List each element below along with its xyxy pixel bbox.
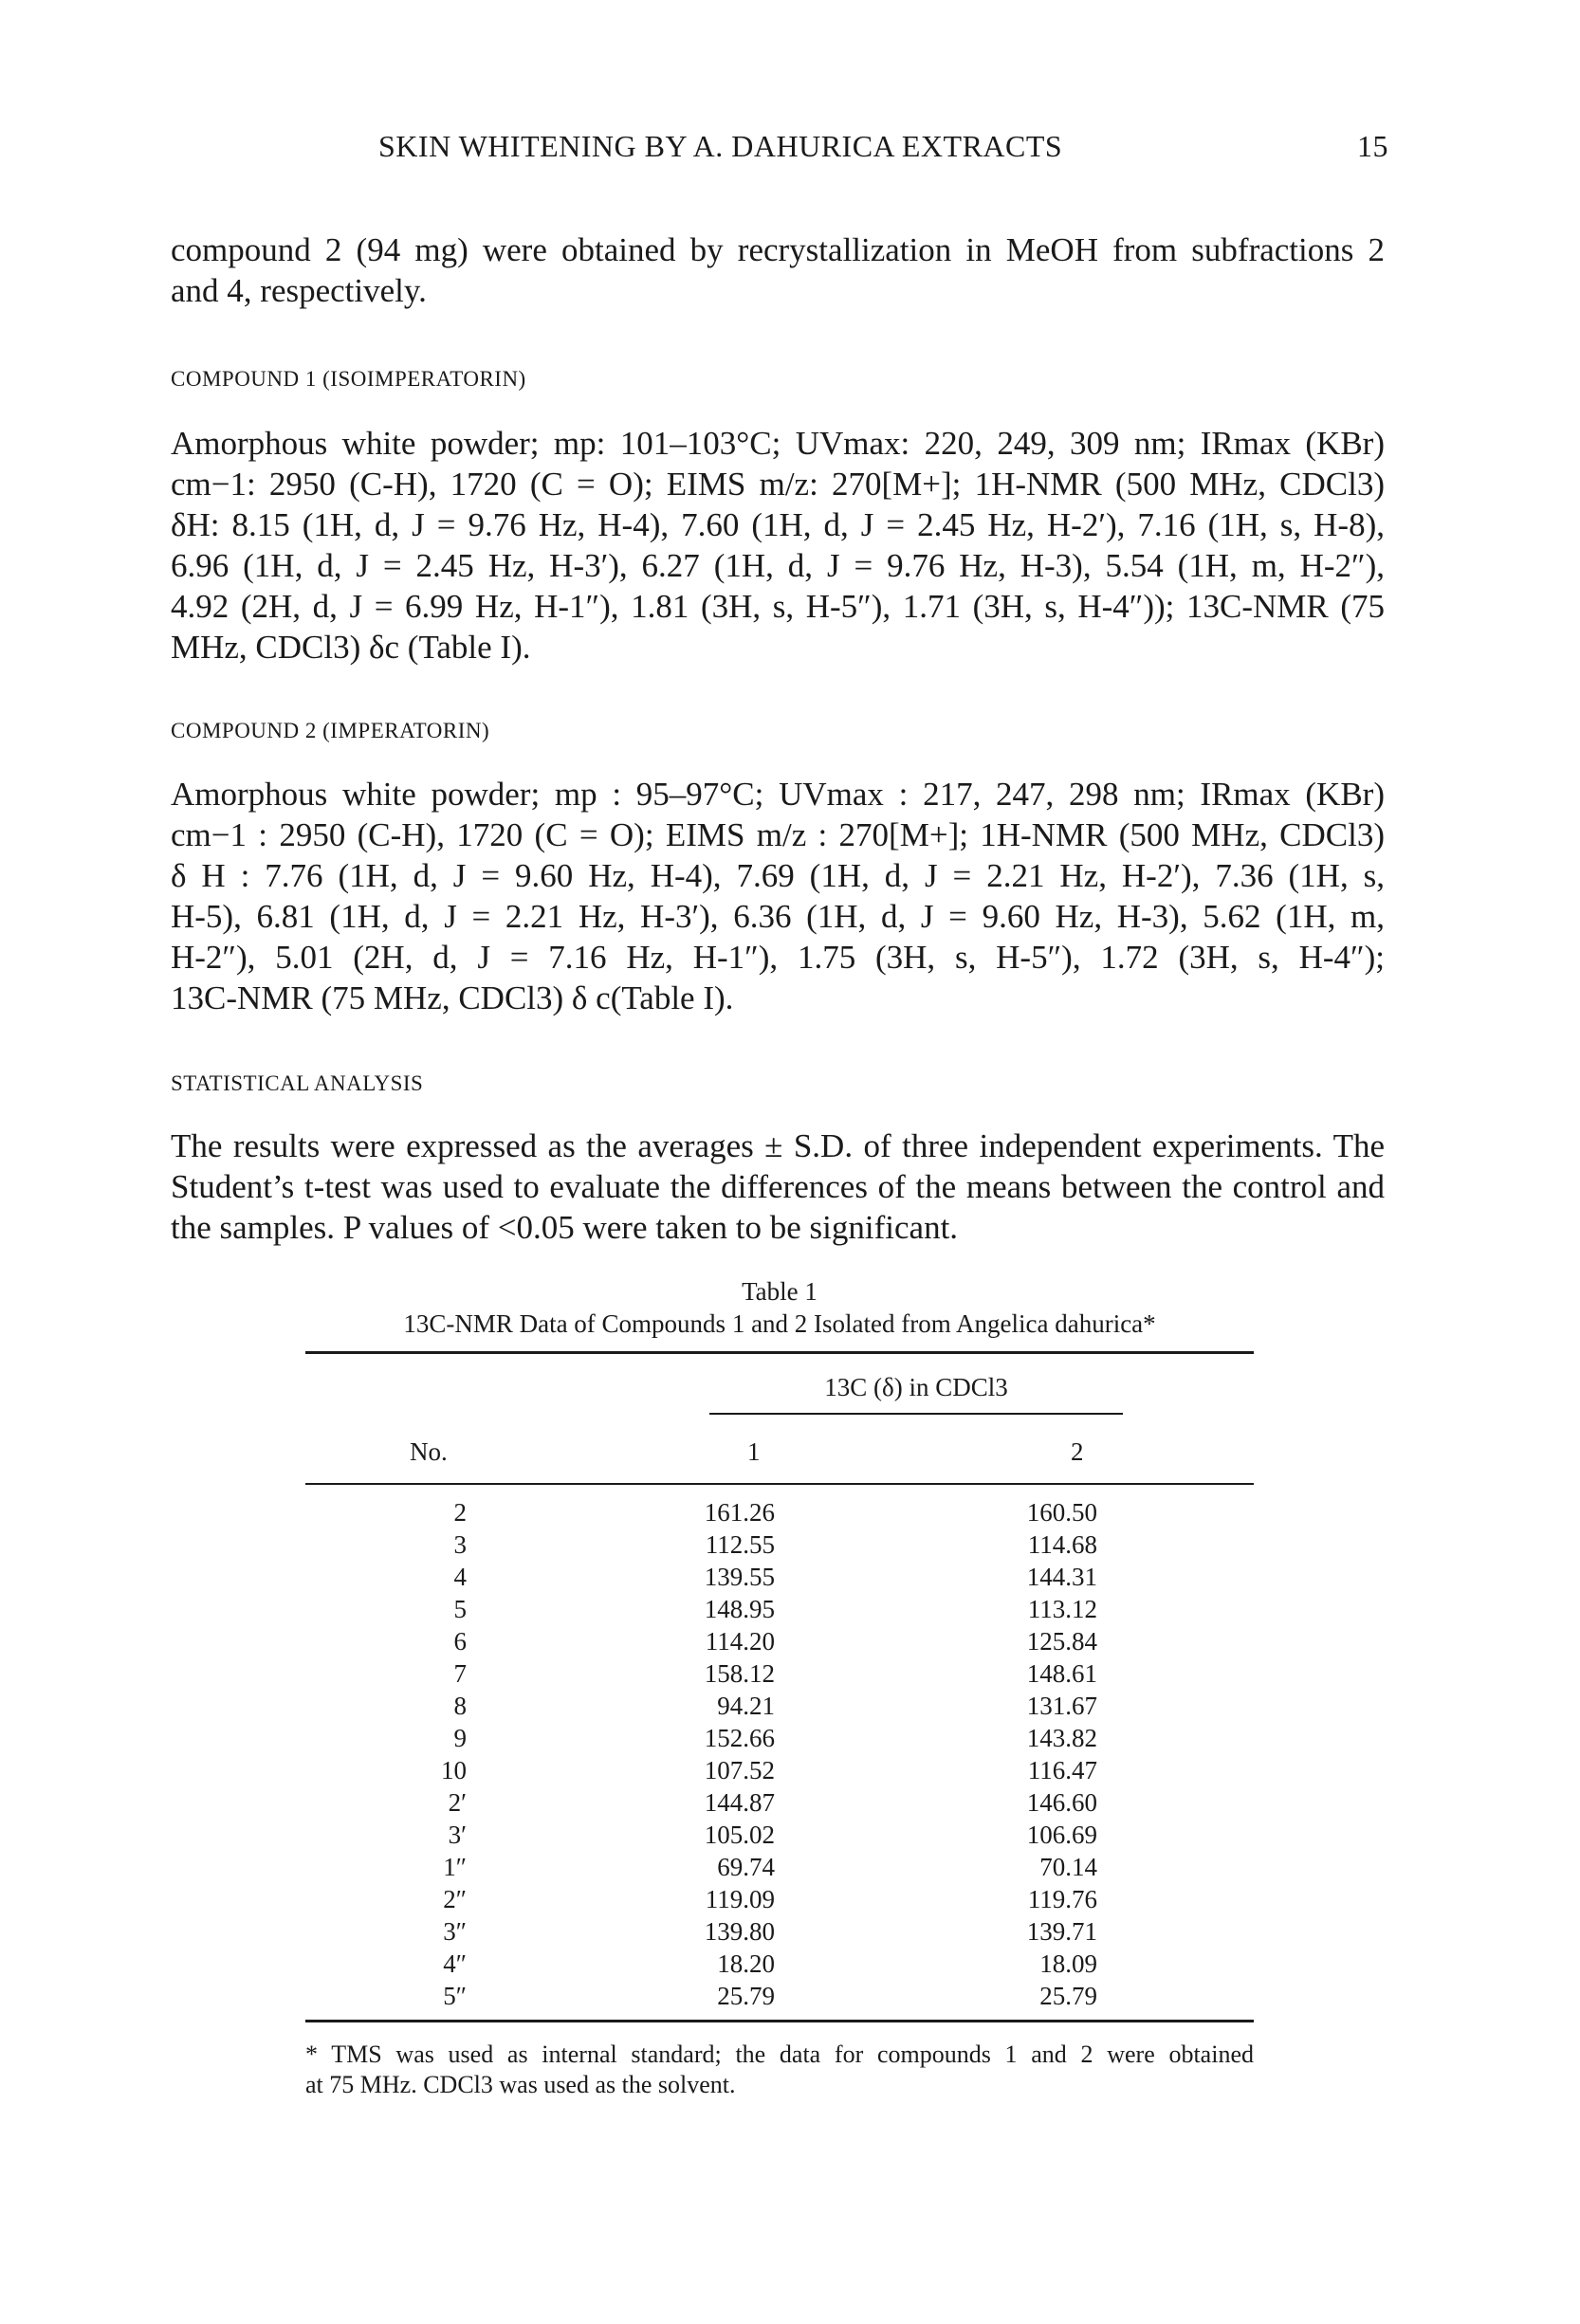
cell-shift-compound-1: 107.52 <box>704 1756 775 1784</box>
cell-position: 4 <box>453 1563 467 1591</box>
cell-position: 1″ <box>443 1853 467 1881</box>
text-line: The results were expressed as the averages ± S.D. of three independent experiments. The <box>171 1127 1385 1164</box>
text-line: 13C-NMR (75 MHz, CDCl3) δ c(Table I). <box>171 979 734 1016</box>
cell-shift-compound-1: 119.09 <box>705 1885 775 1913</box>
cell-shift-compound-2: 106.69 <box>1026 1821 1097 1849</box>
cell-shift-compound-2: 139.71 <box>1026 1917 1097 1946</box>
cell-position: 2 <box>453 1498 467 1527</box>
text-line: the samples. P values of <0.05 were taken to be significant. <box>171 1209 959 1246</box>
text-line: δ H : 7.76 (1H, d, J = 9.60 Hz, H-4), 7.69 (1H, d, J = 2.21 Hz, H-2′), 7.36 (1H, s, <box>171 857 1385 894</box>
table-row <box>305 1821 1254 1853</box>
running-title: SKIN WHITENING BY A. DAHURICA EXTRACTS <box>378 129 1063 163</box>
text-line: Student’s t-test was used to evaluate the differences of the means between the control and <box>171 1168 1385 1205</box>
table-row <box>305 1659 1254 1692</box>
cell-position: 6 <box>453 1627 467 1656</box>
cell-shift-compound-1: 25.79 <box>717 1982 775 2010</box>
cell-position: 2″ <box>443 1885 467 1913</box>
table-row <box>305 1724 1254 1756</box>
intro-paragraph <box>171 229 1385 311</box>
cell-position: 4″ <box>443 1949 467 1978</box>
table-group-rule <box>709 1413 1123 1415</box>
table-label: Table 1 <box>742 1277 818 1306</box>
cell-shift-compound-1: 161.26 <box>704 1498 775 1527</box>
table-row <box>305 1692 1254 1724</box>
cell-position: 5 <box>453 1595 467 1623</box>
cell-shift-compound-1: 139.80 <box>704 1917 775 1946</box>
section-heading-compound2: COMPOUND 2 (IMPERATORIN) <box>171 719 490 742</box>
cell-shift-compound-1: 18.20 <box>717 1949 775 1978</box>
cell-position: 8 <box>453 1692 467 1720</box>
section-heading-statistics: STATISTICAL ANALYSIS <box>171 1071 424 1095</box>
cell-shift-compound-2: 160.50 <box>1026 1498 1097 1527</box>
running-header <box>171 129 1400 171</box>
text-line: MHz, CDCl3) δc (Table I). <box>171 629 531 666</box>
text-line: 4.92 (2H, d, J = 6.99 Hz, H-1″), 1.81 (3H, s, H-5″), 1.71 (3H, s, H-4″)); 13C-NMR (75 <box>171 588 1385 625</box>
table-group-header-row <box>305 1354 1254 1420</box>
text-line: H-5), 6.81 (1H, d, J = 2.21 Hz, H-3′), 6.36 (1H, d, J = 9.60 Hz, H-3), 5.62 (1H, m, <box>171 898 1385 935</box>
cell-position: 3″ <box>443 1917 467 1946</box>
cell-shift-compound-1: 105.02 <box>704 1821 775 1849</box>
cell-shift-compound-2: 146.60 <box>1026 1788 1097 1817</box>
cell-shift-compound-1: 139.55 <box>704 1563 775 1591</box>
section-heading-compound1: COMPOUND 1 (ISOIMPERATORIN) <box>171 367 526 391</box>
text-line: cm−1: 2950 (C-H), 1720 (C = O); EIMS m/z: 270[M+]; 1H-NMR (500 MHz, CDCl3) <box>171 466 1385 503</box>
statistics-paragraph <box>171 1125 1385 1248</box>
cell-position: 5″ <box>443 1982 467 2010</box>
column-header-no: No. <box>410 1437 448 1466</box>
table-bottom-rule <box>305 2020 1254 2022</box>
cell-shift-compound-2: 113.12 <box>1027 1595 1097 1623</box>
cell-shift-compound-2: 116.47 <box>1027 1756 1097 1784</box>
text-line: cm−1 : 2950 (C-H), 1720 (C = O); EIMS m/z : 270[M+]; 1H-NMR (500 MHz, CDCl3) <box>171 816 1385 853</box>
text-line: Amorphous white powder; mp: 101–103°C; UVmax: 220, 249, 309 nm; IRmax (KBr) <box>171 425 1385 462</box>
table-row <box>305 1788 1254 1821</box>
page-number: 15 <box>1357 129 1388 163</box>
cell-shift-compound-2: 131.67 <box>1026 1692 1097 1720</box>
table-body <box>305 1485 1254 2020</box>
text-line: H-2″), 5.01 (2H, d, J = 7.16 Hz, H-1″), 1.75 (3H, s, H-5″), 1.72 (3H, s, H-4″); <box>171 939 1385 976</box>
cell-shift-compound-1: 114.20 <box>705 1627 775 1656</box>
cell-shift-compound-2: 70.14 <box>1039 1853 1097 1881</box>
compound2-paragraph <box>171 774 1385 1018</box>
cell-shift-compound-2: 143.82 <box>1026 1724 1097 1752</box>
cell-position: 3′ <box>448 1821 467 1849</box>
table-footnote <box>305 2040 1254 2100</box>
table-row <box>305 1885 1254 1917</box>
cell-position: 2′ <box>448 1788 467 1817</box>
cell-shift-compound-1: 158.12 <box>704 1659 775 1688</box>
text-line: 6.96 (1H, d, J = 2.45 Hz, H-3′), 6.27 (1H, d, J = 9.76 Hz, H-3), 5.54 (1H, m, H-2″), <box>171 547 1385 584</box>
table-row <box>305 1917 1254 1949</box>
table-column-header-row <box>305 1420 1254 1483</box>
column-header-1: 1 <box>747 1437 761 1466</box>
compound1-paragraph <box>171 423 1385 668</box>
table-row <box>305 1627 1254 1659</box>
table-row <box>305 1498 1254 1530</box>
text-line: Amorphous white powder; mp : 95–97°C; UVmax : 217, 247, 298 nm; IRmax (KBr) <box>171 776 1385 813</box>
table-row <box>305 1530 1254 1563</box>
cell-position: 9 <box>453 1724 467 1752</box>
table-row <box>305 1949 1254 1982</box>
cell-position: 3 <box>453 1530 467 1559</box>
cell-shift-compound-2: 18.09 <box>1039 1949 1097 1978</box>
text-line: compound 2 (94 mg) were obtained by recrystallization in MeOH from subfractions 2 <box>171 231 1385 268</box>
column-header-2: 2 <box>1071 1437 1084 1466</box>
nmr-table <box>305 1275 1254 2100</box>
text-line: δH: 8.15 (1H, d, J = 9.76 Hz, H-4), 7.60 (1H, d, J = 2.45 Hz, H-2′), 7.16 (1H, s, H-8), <box>171 506 1385 543</box>
cell-shift-compound-2: 114.68 <box>1027 1530 1097 1559</box>
cell-shift-compound-1: 94.21 <box>717 1692 775 1720</box>
cell-shift-compound-1: 148.95 <box>704 1595 775 1623</box>
cell-shift-compound-2: 119.76 <box>1027 1885 1097 1913</box>
table-caption: 13C-NMR Data of Compounds 1 and 2 Isolated from Angelica dahurica* <box>403 1309 1156 1338</box>
table-row <box>305 1563 1254 1595</box>
cell-shift-compound-2: 148.61 <box>1026 1659 1097 1688</box>
cell-shift-compound-1: 144.87 <box>704 1788 775 1817</box>
table-row <box>305 1756 1254 1788</box>
cell-shift-compound-1: 69.74 <box>717 1853 775 1881</box>
cell-shift-compound-2: 25.79 <box>1039 1982 1097 2010</box>
table-group-header: 13C (δ) in CDCl3 <box>824 1373 1008 1401</box>
cell-shift-compound-2: 144.31 <box>1026 1563 1097 1591</box>
cell-position: 7 <box>453 1659 467 1688</box>
cell-shift-compound-1: 152.66 <box>704 1724 775 1752</box>
text-line: and 4, respectively. <box>171 272 427 309</box>
cell-shift-compound-1: 112.55 <box>705 1530 775 1559</box>
table-row <box>305 1595 1254 1627</box>
cell-position: 10 <box>441 1756 467 1784</box>
footnote-line: * TMS was used as internal standard; the data for compounds 1 and 2 were obtained <box>305 2040 1254 2068</box>
table-row <box>305 1982 1254 2014</box>
footnote-line: at 75 MHz. CDCl3 was used as the solvent. <box>305 2071 736 2098</box>
table-row <box>305 1853 1254 1885</box>
cell-shift-compound-2: 125.84 <box>1026 1627 1097 1656</box>
